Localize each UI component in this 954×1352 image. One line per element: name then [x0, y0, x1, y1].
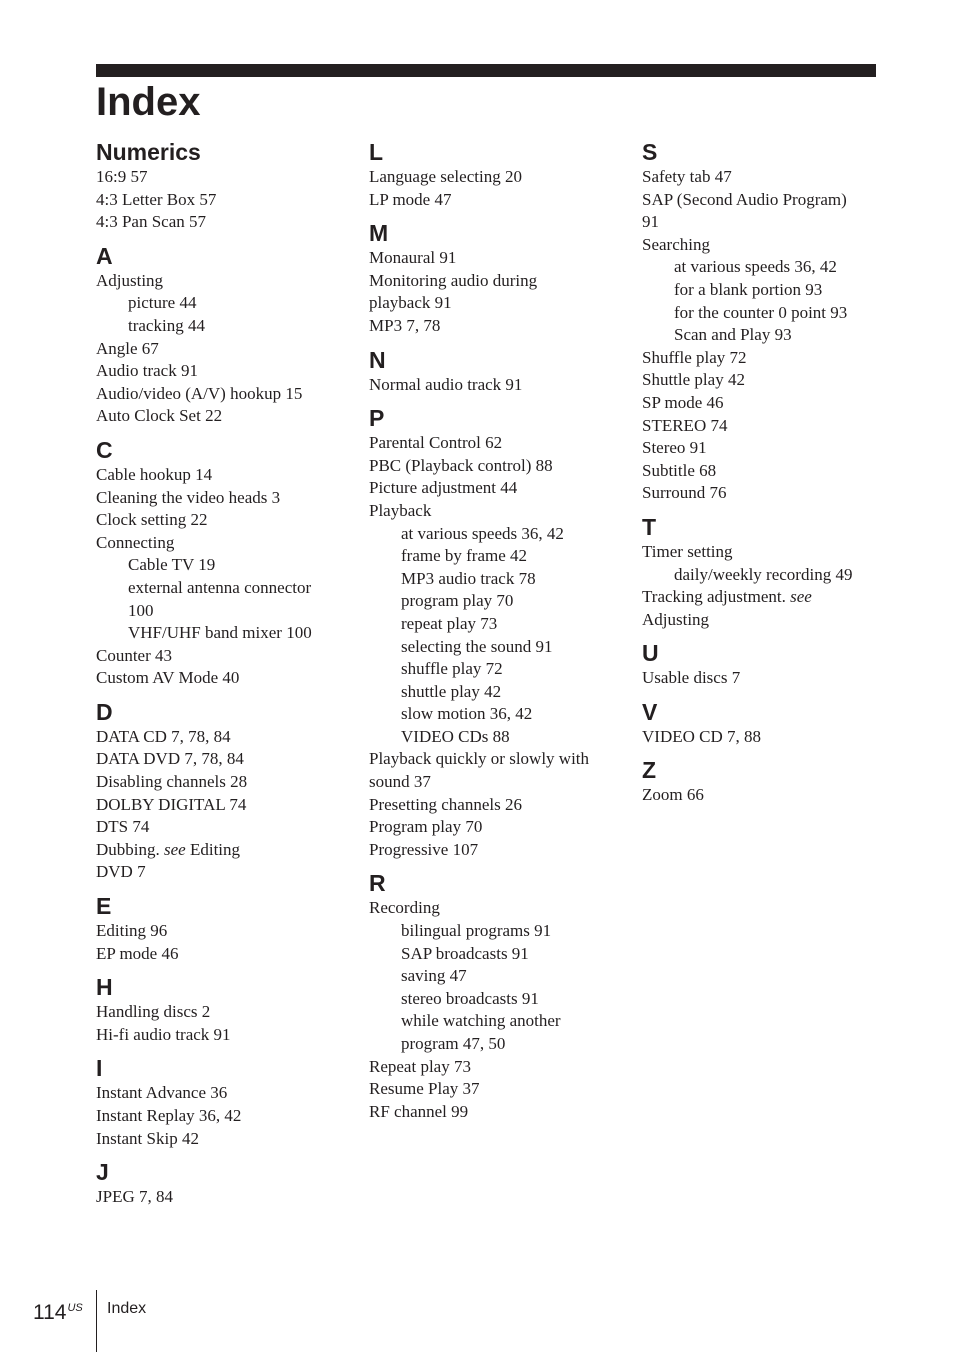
index-entry	[642, 437, 882, 460]
index-section	[369, 869, 631, 1123]
entry-text: VHF/UHF band mixer 100	[128, 623, 312, 643]
section-heading: T	[642, 513, 657, 540]
index-entry	[369, 374, 631, 397]
index-subentry	[369, 1010, 631, 1033]
index-entry	[96, 464, 358, 487]
index-section	[369, 346, 631, 397]
entry-text: Hi-fi audio track 91	[96, 1024, 231, 1044]
entry-text: MP3 audio track 78	[401, 568, 536, 588]
entry-text: daily/weekly recording 49	[674, 564, 853, 584]
section-heading: V	[642, 698, 658, 725]
entry-text: SAP broadcasts 91	[401, 943, 529, 963]
section-heading: P	[369, 405, 385, 432]
entry-text: JPEG 7, 84	[96, 1187, 173, 1207]
index-entry	[642, 347, 882, 370]
entry-text: Disabling channels 28	[96, 772, 248, 792]
entry-text: shuttle play 42	[401, 681, 502, 701]
entry-text: Cable hookup 14	[96, 464, 213, 484]
index-section	[96, 1054, 358, 1150]
entry-text: Adjusting	[642, 609, 710, 629]
entry-text: EP mode 46	[96, 943, 179, 963]
index-entry	[369, 477, 631, 500]
entry-text: Timer setting	[642, 541, 733, 561]
index-entry	[642, 415, 882, 438]
index-entry	[369, 500, 631, 523]
index-subentry	[96, 600, 358, 623]
entry-text: Instant Replay 36, 42	[96, 1106, 242, 1125]
index-section	[642, 138, 882, 505]
entry-text: LP mode 47	[369, 189, 452, 209]
index-subentry	[642, 279, 882, 302]
section-heading: A	[96, 242, 113, 269]
section-heading: U	[642, 640, 659, 667]
section-heading: N	[369, 346, 386, 373]
index-entry	[96, 1186, 358, 1209]
entry-text: Cleaning the video heads 3	[96, 487, 281, 507]
index-entry	[369, 455, 631, 478]
entry-text: at various speeds 36, 42	[401, 523, 564, 543]
entry-text: slow motion 36, 42	[401, 704, 533, 724]
section-heading: I	[96, 1055, 103, 1082]
entry-text: Adjusting	[96, 270, 164, 290]
index-section	[96, 436, 358, 690]
index-section	[642, 513, 882, 631]
see-reference: see	[790, 587, 812, 607]
entry-text: SAP (Second Audio Program)	[642, 189, 847, 209]
index-entry	[96, 726, 358, 749]
index-entry	[369, 794, 631, 817]
index-entry	[96, 943, 358, 966]
section-heading: D	[96, 698, 113, 725]
entry-text: Usable discs 7	[642, 668, 741, 688]
index-section	[96, 973, 358, 1046]
entry-text: Dubbing.	[96, 839, 160, 859]
entry-text: Counter 43	[96, 645, 173, 665]
index-entry	[369, 432, 631, 455]
index-subentry	[369, 726, 631, 749]
index-entry	[642, 586, 882, 609]
index-entry	[96, 1024, 358, 1047]
entry-text: Scan and Play 93	[674, 325, 792, 345]
entry-text: shuffle play 72	[401, 659, 503, 679]
index-entry	[369, 166, 631, 189]
index-section	[369, 138, 631, 211]
index-subentry	[369, 1033, 631, 1056]
index-section	[369, 219, 631, 337]
index-subentry	[369, 658, 631, 681]
entry-text: tracking 44	[128, 315, 205, 335]
entry-text: Audio track 91	[96, 361, 198, 381]
index-entry	[642, 460, 882, 483]
entry-text: Picture adjustment 44	[369, 478, 518, 498]
entry-text: DATA DVD 7, 78, 84	[96, 749, 244, 769]
index-entry	[369, 771, 631, 794]
index-entry	[96, 816, 358, 839]
entry-text: bilingual programs 91	[401, 921, 552, 941]
index-entry	[369, 247, 631, 270]
index-subentry	[96, 577, 358, 600]
index-subentry	[369, 920, 631, 943]
index-entry	[642, 541, 882, 564]
index-entry	[642, 166, 882, 189]
entry-text: Playback	[369, 500, 432, 520]
footer-page-number	[33, 1294, 83, 1327]
index-subentry	[96, 315, 358, 338]
index-section	[96, 698, 358, 884]
index-section	[96, 1158, 358, 1209]
reference-target: Editing	[189, 839, 241, 859]
index-subentry	[96, 292, 358, 315]
index-section	[96, 138, 358, 234]
entry-text: PBC (Playback control) 88	[369, 455, 553, 475]
index-entry	[96, 667, 358, 690]
entry-text: Monitoring audio during	[369, 270, 538, 290]
index-subentry	[369, 613, 631, 636]
entry-text: Zoom 66	[642, 785, 704, 805]
index-section	[642, 639, 882, 690]
entry-text: Resume Play 37	[369, 1079, 480, 1099]
section-heading: L	[369, 139, 384, 165]
entry-text: Language selecting 20	[369, 167, 522, 186]
footer-section-label: Index	[107, 1300, 147, 1317]
index-entry	[96, 211, 358, 234]
entry-text: Program play 70	[369, 817, 483, 837]
entry-text: Monaural 91	[369, 248, 457, 268]
index-section	[642, 756, 882, 807]
entry-text: Safety tab 47	[642, 167, 732, 186]
index-subentry	[369, 636, 631, 659]
entry-text: repeat play 73	[401, 613, 498, 633]
entry-text: Tracking adjustment.	[642, 587, 786, 607]
entry-text: DTS 74	[96, 817, 150, 837]
entry-text: DATA CD 7, 78, 84	[96, 726, 231, 746]
entry-text: 100	[128, 600, 154, 620]
index-entry	[96, 839, 358, 862]
entry-text: for the counter 0 point 93	[674, 302, 848, 322]
entry-text: Surround 76	[642, 483, 727, 503]
index-entry	[96, 645, 358, 668]
index-entry	[369, 1101, 631, 1124]
index-entry	[642, 482, 882, 505]
entry-text: Cable TV 19	[128, 555, 216, 575]
index-entry	[369, 816, 631, 839]
entry-text: 4:3 Pan Scan 57	[96, 212, 207, 232]
entry-text: stereo broadcasts 91	[401, 988, 539, 1008]
index-section	[369, 404, 631, 861]
index-subentry	[96, 554, 358, 577]
index-subentry	[369, 681, 631, 704]
entry-text: Shuttle play 42	[642, 370, 745, 390]
index-subentry	[369, 523, 631, 546]
entry-text: at various speeds 36, 42	[674, 257, 837, 277]
index-entry	[642, 784, 882, 807]
entry-text: MP3 7, 78	[369, 315, 441, 335]
index-entry	[642, 234, 882, 257]
index-entry	[369, 292, 631, 315]
index-column-2	[369, 138, 631, 1131]
section-heading: J	[96, 1159, 109, 1186]
index-entry	[96, 360, 358, 383]
top-rule	[96, 64, 876, 77]
index-entry	[96, 383, 358, 406]
index-entry	[369, 189, 631, 212]
index-entry	[96, 1001, 358, 1024]
index-entry	[369, 315, 631, 338]
entry-text: while watching another	[401, 1011, 561, 1031]
entry-text: Custom AV Mode 40	[96, 668, 240, 688]
index-subentry	[369, 703, 631, 726]
index-entry	[642, 667, 882, 690]
section-heading: S	[642, 139, 658, 165]
index-entry	[96, 748, 358, 771]
page-title: Index	[96, 80, 201, 124]
region-code: US	[67, 1302, 83, 1314]
page-number: 114	[33, 1301, 67, 1324]
index-subentry	[369, 965, 631, 988]
index-entry	[96, 920, 358, 943]
entry-text: 4:3 Letter Box 57	[96, 189, 217, 209]
index-entry	[96, 487, 358, 510]
entry-text: Angle 67	[96, 338, 159, 358]
index-entry	[96, 794, 358, 817]
index-entry	[369, 1056, 631, 1079]
index-subentry	[96, 622, 358, 645]
entry-text: Progressive 107	[369, 839, 479, 859]
entry-text: Auto Clock Set 22	[96, 406, 223, 426]
entry-text: Instant Advance 36	[96, 1083, 228, 1103]
entry-text: frame by frame 42	[401, 546, 528, 566]
index-entry	[96, 771, 358, 794]
entry-text: SP mode 46	[642, 392, 724, 412]
index-entry	[642, 392, 882, 415]
index-entry	[642, 211, 882, 234]
index-entry	[369, 748, 631, 771]
index-entry	[96, 532, 358, 555]
entry-text: selecting the sound 91	[401, 636, 553, 656]
index-subentry	[369, 943, 631, 966]
section-heading: H	[96, 974, 113, 1001]
section-heading: R	[369, 870, 386, 897]
entry-text: Connecting	[96, 532, 175, 552]
index-entry	[96, 189, 358, 212]
index-section	[642, 698, 882, 749]
index-entry	[369, 1078, 631, 1101]
entry-text: Stereo 91	[642, 438, 707, 458]
footer-divider	[96, 1290, 97, 1352]
entry-text: DVD 7	[96, 862, 146, 882]
index-section	[96, 892, 358, 965]
index-entry	[96, 166, 358, 189]
entry-text: Parental Control 62	[369, 433, 503, 453]
index-entry	[369, 839, 631, 862]
index-subentry	[642, 324, 882, 347]
entry-text: Audio/video (A/V) hookup 15	[96, 383, 303, 403]
entry-text: program 47, 50	[401, 1034, 506, 1053]
section-heading: M	[369, 220, 389, 247]
entry-text: Clock setting 22	[96, 510, 208, 530]
entry-text: sound 37	[369, 772, 431, 792]
index-entry	[369, 897, 631, 920]
entry-text: VIDEO CD 7, 88	[642, 726, 761, 746]
index-column-1	[96, 138, 358, 1217]
index-entry	[96, 1082, 358, 1105]
entry-text: playback 91	[369, 293, 452, 313]
index-entry	[96, 509, 358, 532]
index-entry	[96, 270, 358, 293]
entry-text: Subtitle 68	[642, 460, 717, 480]
index-subentry	[642, 302, 882, 325]
index-section	[96, 242, 358, 428]
entry-text: program play 70	[401, 591, 514, 611]
entry-text: Playback quickly or slowly with	[369, 749, 590, 769]
entry-text: STEREO 74	[642, 415, 728, 435]
entry-text: VIDEO CDs 88	[401, 726, 510, 746]
index-subentry	[369, 545, 631, 568]
entry-text: Searching	[642, 234, 710, 254]
index-entry	[642, 189, 882, 212]
entry-text: Normal audio track 91	[369, 374, 523, 394]
entry-text: for a blank portion 93	[674, 279, 823, 299]
index-column-3	[642, 138, 882, 815]
entry-text: Presetting channels 26	[369, 794, 522, 814]
index-entry	[96, 405, 358, 428]
index-subentry	[642, 564, 882, 587]
entry-text: external antenna connector	[128, 577, 312, 597]
index-entry	[96, 338, 358, 361]
index-subentry	[369, 590, 631, 613]
entry-text: picture 44	[128, 293, 197, 313]
section-heading: C	[96, 436, 113, 463]
index-entry	[96, 861, 358, 884]
entry-text: Handling discs 2	[96, 1002, 211, 1022]
entry-text: Editing 96	[96, 921, 168, 941]
index-entry	[642, 369, 882, 392]
index-entry	[96, 1128, 358, 1151]
section-heading: Numerics	[96, 139, 201, 165]
see-reference: see	[164, 839, 186, 859]
entry-text: Instant Skip 42	[96, 1128, 199, 1148]
index-entry	[642, 726, 882, 749]
entry-text: 16:9 57	[96, 167, 148, 186]
entry-text: saving 47	[401, 966, 467, 986]
section-heading: Z	[642, 757, 657, 784]
index-subentry	[369, 988, 631, 1011]
section-heading: E	[96, 893, 112, 920]
index-entry	[642, 609, 882, 632]
index-subentry	[369, 568, 631, 591]
index-entry	[96, 1105, 358, 1128]
entry-text: DOLBY DIGITAL 74	[96, 794, 247, 814]
entry-text: Shuffle play 72	[642, 347, 747, 367]
index-subentry	[642, 256, 882, 279]
index-entry	[369, 270, 631, 293]
entry-text: Repeat play 73	[369, 1056, 471, 1076]
entry-text: 91	[642, 212, 659, 232]
entry-text: Recording	[369, 898, 440, 918]
entry-text: RF channel 99	[369, 1101, 469, 1121]
